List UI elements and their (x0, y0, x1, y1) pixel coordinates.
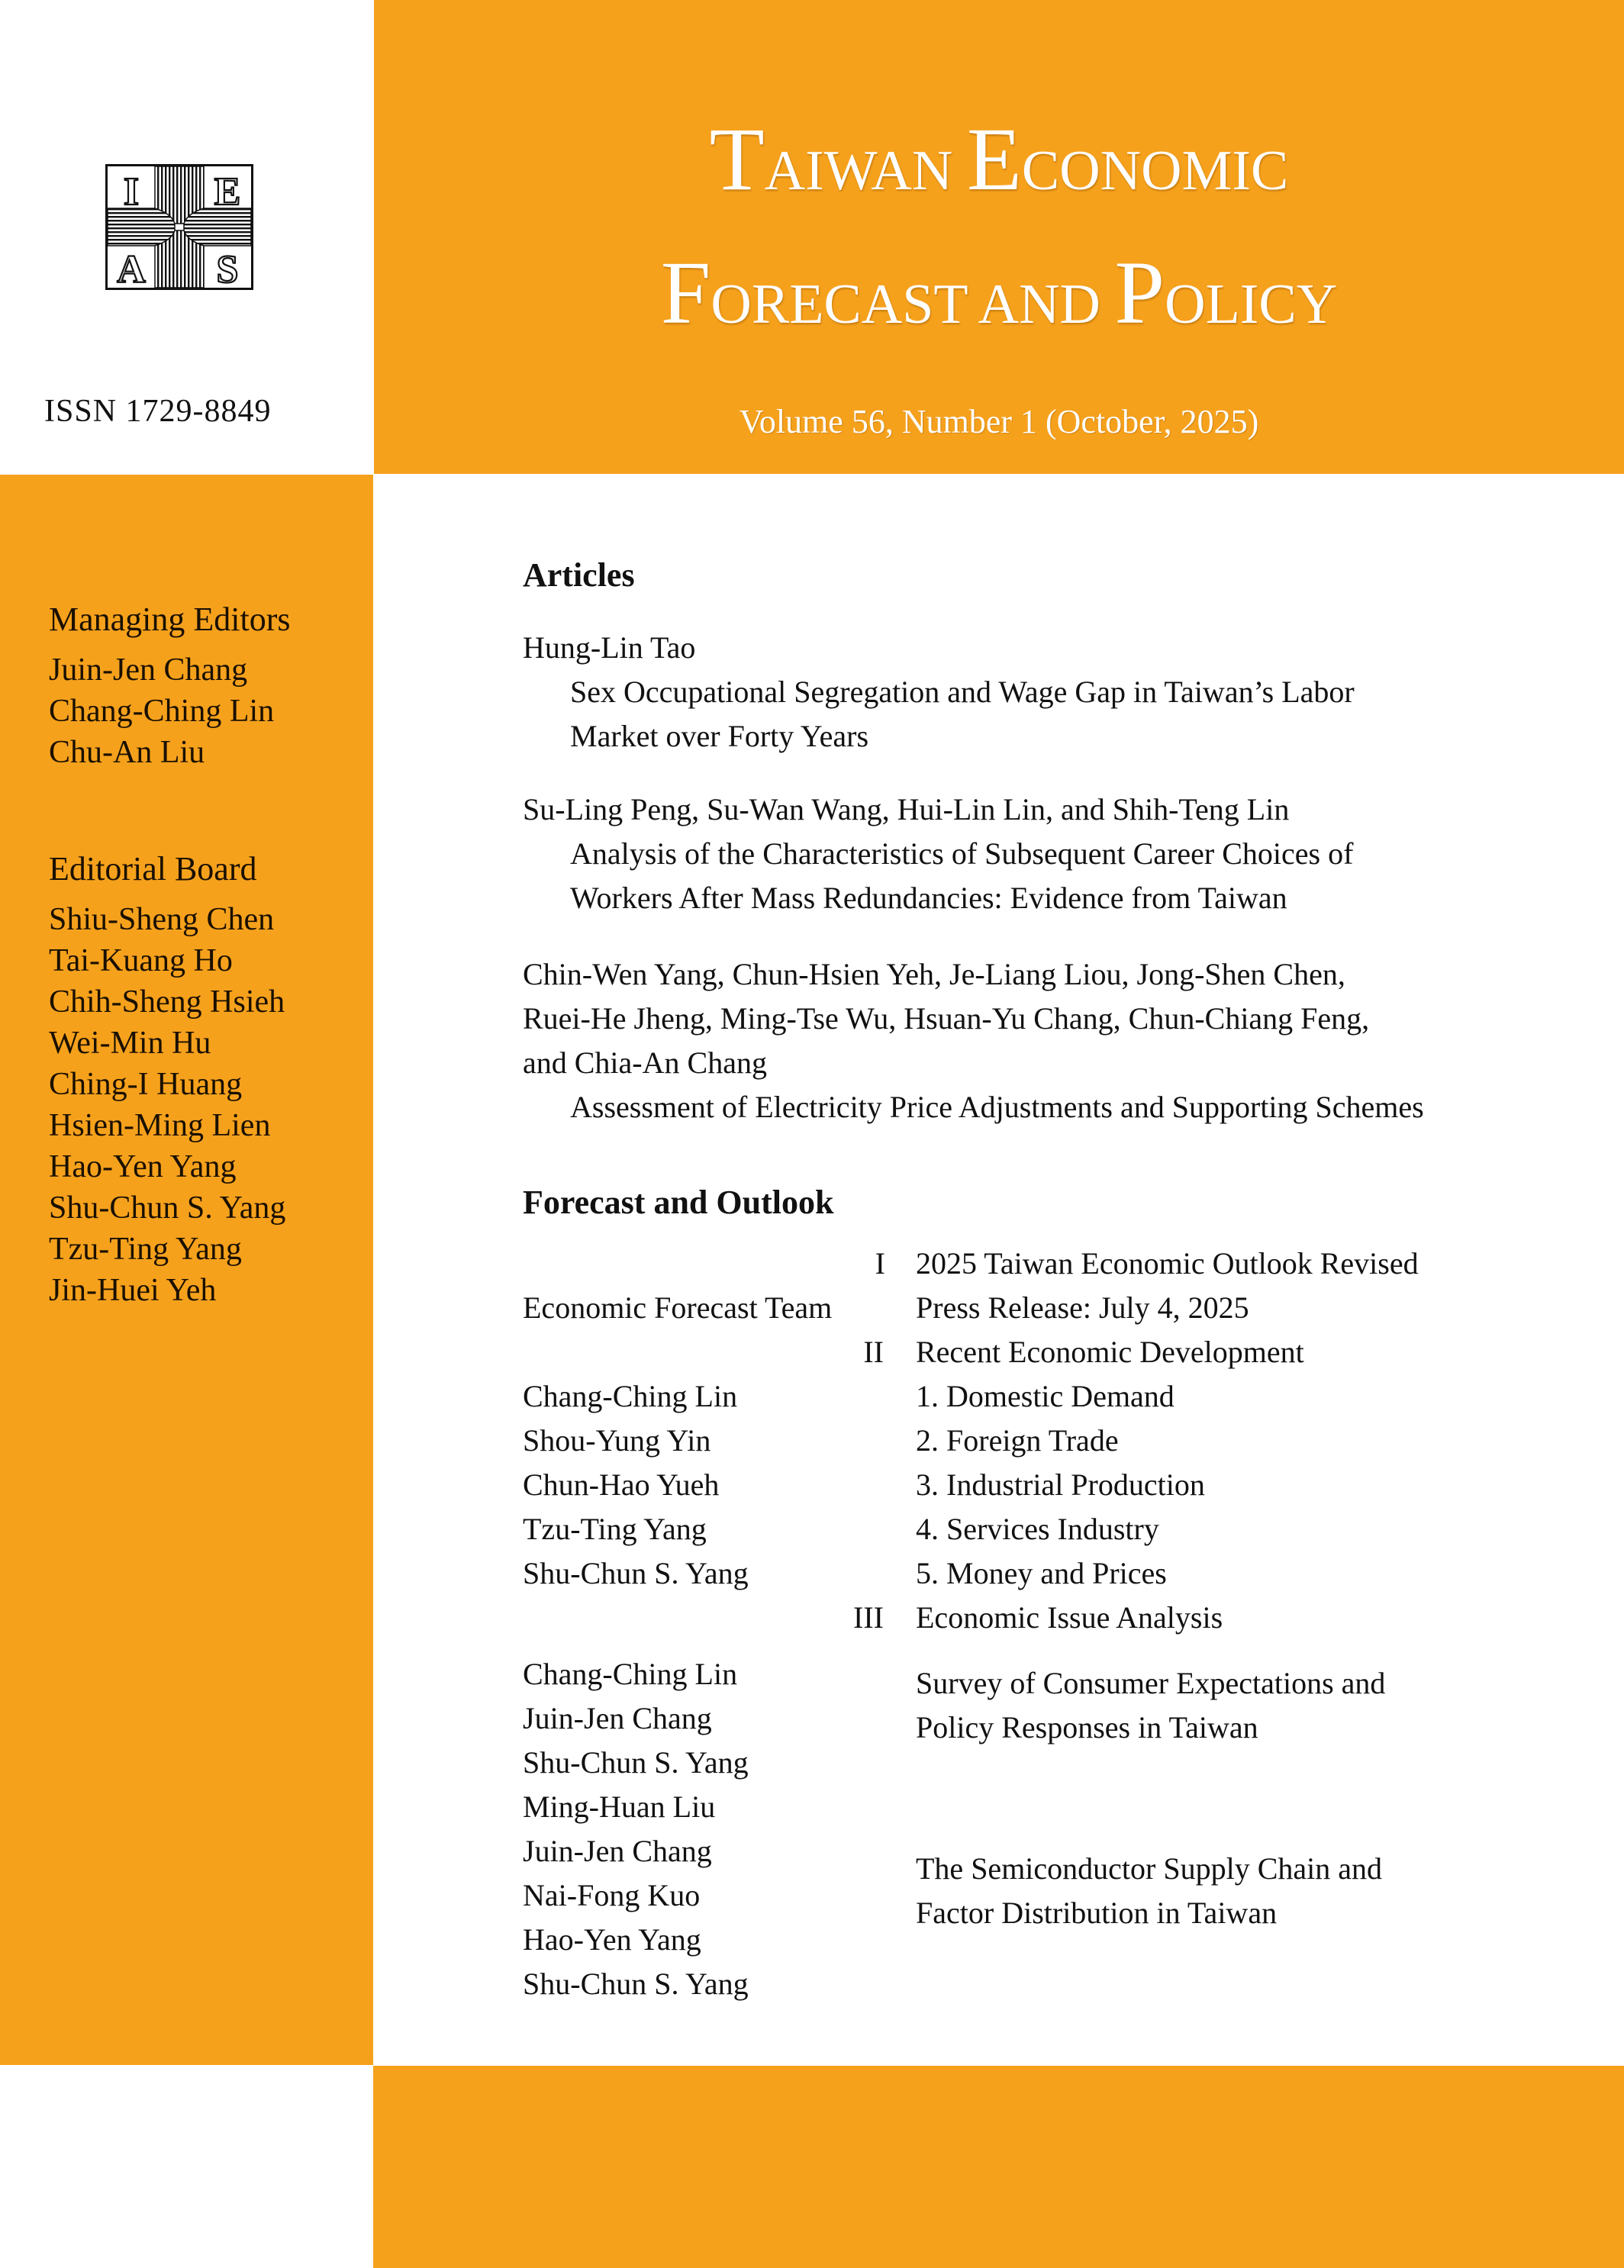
journal-title-line-1 (374, 109, 1624, 209)
paper-title-line: Survey of Consumer Expectations and (916, 1666, 1386, 1700)
article-authors: and Chia-An Chang (523, 1045, 767, 1080)
logo-letter-s: S (216, 248, 239, 288)
paper-author: Juin-Jen Chang (523, 1701, 712, 1735)
journal-title-line-2 (374, 243, 1624, 343)
ieas-logo (105, 164, 253, 290)
board-member-name: Shu-Chun S. Yang (49, 1190, 286, 1226)
paper-author: Shu-Chun S. Yang (523, 1967, 749, 2001)
section-item: 1. Domestic Demand (916, 1379, 1174, 1413)
forecast-heading: Forecast and Outlook (523, 1184, 834, 1221)
paper-author: Chang-Ching Lin (523, 1657, 738, 1691)
paper-author: Hao-Yen Yang (523, 1922, 701, 1957)
managing-editors (49, 599, 291, 773)
paper-author: Juin-Jen Chang (523, 1834, 712, 1868)
article-title (523, 832, 1576, 920)
logo-letter-a: A (117, 248, 146, 288)
article-entry (523, 626, 1576, 759)
article-title (523, 670, 1576, 759)
board-member-name: Hao-Yen Yang (49, 1149, 237, 1184)
title-cap: E (966, 109, 1022, 209)
logo-letter-e: E (214, 170, 241, 214)
paper-author: Nai-Fong Kuo (523, 1878, 701, 1912)
articles-heading: Articles (523, 556, 635, 594)
editorial-board (49, 849, 285, 1311)
article-title (523, 1085, 1576, 1129)
board-member-name: Wei-Min Hu (49, 1026, 211, 1061)
forecast-row (523, 1242, 885, 1286)
section-title: Recent Economic Development (916, 1335, 1304, 1369)
managing-editors-heading: Managing Editors (49, 601, 291, 638)
article-title-line: Assessment of Electricity Price Adjustments and Supporting Schemes (570, 1090, 1424, 1124)
paper-author: Ming-Huan Liu (523, 1790, 716, 1824)
section-item: 3. Industrial Production (916, 1467, 1205, 1502)
section-subtitle: Press Release: July 4, 2025 (916, 1290, 1249, 1325)
section-item: 2. Foreign Trade (916, 1423, 1119, 1458)
footer-band (373, 2066, 1624, 2268)
title-cap: P (1114, 243, 1165, 343)
section-title: 2025 Taiwan Economic Outlook Revised (916, 1246, 1419, 1281)
volume-issue: Volume 56, Number 1 (October, 2025) (739, 403, 1259, 440)
article-entry (523, 952, 1576, 1129)
section-item: 4. Services Industry (916, 1512, 1159, 1546)
article-entry (523, 788, 1576, 920)
managing-editor-name: Chang-Ching Lin (49, 694, 275, 729)
article-authors: Ruei-He Jheng, Ming-Tse Wu, Hsuan-Yu Chang, Chun-Chiang Feng, (523, 1001, 1370, 1036)
board-member-name: Tzu-Ting Yang (49, 1232, 242, 1267)
title-smallcaps: ORECAST AND (710, 273, 1115, 336)
board-member-name: Chih-Sheng Hsieh (49, 984, 285, 1020)
issn: ISSN 1729-8849 (44, 394, 272, 429)
logo-letter-i: I (123, 170, 140, 214)
article-title-line: Sex Occupational Segregation and Wage Gap in Taiwan’s Labor (570, 675, 1355, 709)
paper-title-line: The Semiconductor Supply Chain and (916, 1851, 1383, 1886)
board-member-name: Ching-I Huang (49, 1067, 243, 1102)
article-authors: Chin-Wen Yang, Chun-Hsien Yeh, Je-Liang Liou, Jong-Shen Chen, (523, 957, 1345, 991)
title-cap: F (660, 243, 711, 343)
section-title: Economic Issue Analysis (916, 1600, 1223, 1635)
title-smallcaps: AIWAN (764, 140, 967, 202)
paper-author: Shu-Chun S. Yang (523, 1745, 749, 1780)
section-author: Tzu-Ting Yang (523, 1512, 707, 1546)
article-authors: Su-Ling Peng, Su-Wan Wang, Hui-Lin Lin, and Shih-Teng Lin (523, 792, 1290, 826)
board-member-name: Jin-Huei Yeh (49, 1273, 217, 1308)
managing-editor-name: Chu-An Liu (49, 735, 205, 770)
article-authors: Hung-Lin Tao (523, 630, 696, 665)
section-author: Economic Forecast Team (523, 1290, 833, 1325)
section-roman: I (875, 1246, 885, 1281)
section-author: Chun-Hao Yueh (523, 1467, 720, 1502)
title-cap: T (709, 109, 765, 209)
article-title-line: Analysis of the Characteristics of Subsequent Career Choices of (570, 836, 1354, 871)
editorial-board-heading: Editorial Board (49, 850, 257, 888)
paper-title-line: Factor Distribution in Taiwan (916, 1896, 1278, 1930)
section-roman: III (853, 1600, 884, 1635)
title-smallcaps: OLICY (1165, 273, 1338, 336)
section-author: Shu-Chun S. Yang (523, 1556, 749, 1590)
board-member-name: Tai-Kuang Ho (49, 943, 233, 978)
title-smallcaps: CONOMIC (1021, 140, 1289, 202)
managing-editor-name: Juin-Jen Chang (49, 652, 248, 688)
section-author: Chang-Ching Lin (523, 1379, 738, 1413)
section-roman: II (863, 1335, 884, 1369)
board-member-name: Hsien-Ming Lien (49, 1108, 271, 1143)
paper-title-line: Policy Responses in Taiwan (916, 1710, 1258, 1744)
section-item: 5. Money and Prices (916, 1556, 1167, 1590)
article-title-line: Workers After Mass Redundancies: Evidence from Taiwan (570, 881, 1287, 915)
article-title-line: Market over Forty Years (570, 719, 869, 753)
board-member-name: Shiu-Sheng Chen (49, 902, 275, 937)
section-author: Shou-Yung Yin (523, 1423, 711, 1458)
